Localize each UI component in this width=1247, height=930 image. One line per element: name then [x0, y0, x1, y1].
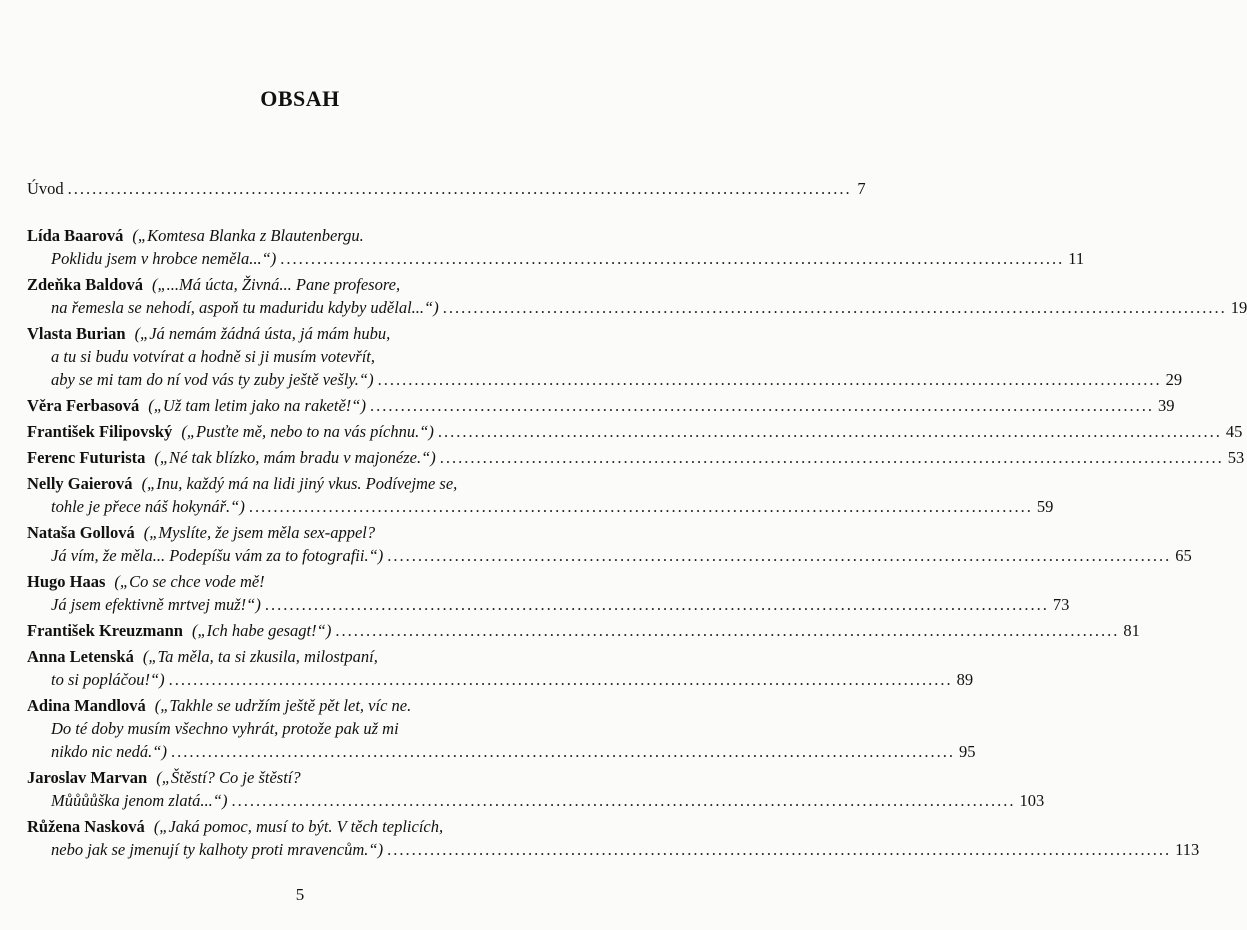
entry-quote: („Já nemám žádná ústa, já mám hubu, [134, 324, 391, 343]
entry-name: František Filipovský [27, 422, 173, 441]
entry-line [27, 446, 1245, 469]
toc-entry[interactable] [27, 394, 1175, 417]
entry-line [27, 296, 1247, 319]
toc-entry[interactable] [27, 766, 1045, 812]
dot-leader: ................................................................................................................................ [387, 546, 1172, 565]
entry-name: Věra Ferbasová [27, 396, 140, 415]
entry-name: Zdeňka Baldová [27, 275, 143, 294]
entry-page: 95 [958, 742, 976, 761]
entry-name: Ferenc Futurista [27, 448, 146, 467]
entry-line [27, 322, 555, 345]
entry-quote: Poklidu jsem v hrobce neměla...“) [51, 249, 277, 268]
dot-leader: ................................................................................................................................ [231, 791, 1016, 810]
dot-leader: ................................................................................................................................ [437, 422, 1222, 441]
entry-quote: nikdo nic nedá.“) [51, 742, 167, 761]
entry-page: 39 [1157, 396, 1175, 415]
entry-line [27, 345, 555, 368]
entry-line [27, 645, 555, 668]
entry-line [27, 766, 555, 789]
entry-line [27, 224, 555, 247]
entry-name: František Kreuzmann [27, 621, 183, 640]
entry-name: Vlasta Burian [27, 324, 126, 343]
entry-name: Nelly Gaierová [27, 474, 133, 493]
toc-entry[interactable] [27, 273, 1247, 319]
entry-page: 89 [956, 670, 974, 689]
entry-page: 45 [1225, 422, 1243, 441]
entry-line [27, 815, 555, 838]
entry-page: 113 [1175, 840, 1200, 859]
entry-quote: Do té doby musím všechno vyhrát, protože pak už mi [51, 719, 399, 738]
entry-quote: („Pusťte mě, nebo to na vás píchnu.“) [181, 422, 434, 441]
entry-line [27, 838, 1200, 861]
entry-line [27, 495, 1054, 518]
dot-leader: ................................................................................................................................ [377, 370, 1162, 389]
toc-entry[interactable] [27, 521, 1192, 567]
dot-leader: ................................................................................................................................ [439, 448, 1224, 467]
entry-quote: („Co se chce vode mě! [114, 572, 265, 591]
entry-line [27, 593, 1070, 616]
entry-quote: („Né tak blízko, mám bradu v majonéze.“) [154, 448, 436, 467]
toc-entry[interactable] [27, 322, 1183, 391]
toc-entry[interactable] [27, 645, 974, 691]
entry-quote: („...Má úcta, Živná... Pane profesore, [152, 275, 401, 294]
toc-entry[interactable] [27, 420, 1243, 443]
entry-name: Růžena Nasková [27, 817, 145, 836]
dot-leader: ................................................................................................................................ [248, 497, 1033, 516]
dot-leader: ................................................................................................................................ [387, 840, 1172, 859]
entry-line [27, 740, 976, 763]
toc-entry[interactable] [27, 224, 1085, 270]
toc-entry[interactable] [27, 694, 976, 763]
dot-leader: ................................................................................................................................ [264, 595, 1049, 614]
page-number: 5 [295, 885, 305, 904]
dot-leader: ................................................................................................................................ [442, 298, 1227, 317]
entry-name: Jaroslav Marvan [27, 768, 148, 787]
entry-name: Anna Letenská [27, 647, 134, 666]
entry-quote: a tu si budu votvírat a hodně si ji musím votevřít, [51, 347, 376, 366]
entry-quote: Můůůůška jenom zlatá...“) [51, 791, 228, 810]
entry-quote: („Už tam letim jako na raketě!“) [148, 396, 366, 415]
entry-quote: to si popláčou!“) [51, 670, 165, 689]
dot-leader: ................................................................................................................................ [335, 621, 1120, 640]
entry-line [27, 420, 1243, 443]
entry-page: 103 [1019, 791, 1045, 810]
entry-quote: nebo jak se jmenují ty kalhoty proti mravencům.“) [51, 840, 384, 859]
entry-page: 29 [1165, 370, 1183, 389]
intro-page: 7 [857, 179, 866, 198]
entry-page: 53 [1227, 448, 1245, 467]
entry-line [27, 394, 1175, 417]
entry-name: Nataša Gollová [27, 523, 135, 542]
entry-name: Lída Baarová [27, 226, 124, 245]
intro-label: Úvod [27, 179, 64, 198]
dot-leader: ................................................................................................................................ [170, 742, 955, 761]
entry-quote: Já vím, že měla... Podepíšu vám za to fotografii.“) [51, 546, 384, 565]
entry-quote: („Ich habe gesagt!“) [192, 621, 332, 640]
entry-quote: („Štěstí? Co je štěstí? [156, 768, 301, 787]
toc-entry[interactable] [27, 472, 1054, 518]
entry-quote: na řemesla se nehodí, aspoň tu maduridu kdyby udělal...“) [51, 298, 439, 317]
entry-line [27, 570, 555, 593]
entry-page: 59 [1036, 497, 1054, 516]
dot-leader: ................................................................................................................................ [168, 670, 953, 689]
entry-line [27, 472, 555, 495]
entry-name: Adina Mandlová [27, 696, 146, 715]
entry-quote: („Ta měla, ta si zkusila, milostpaní, [142, 647, 378, 666]
entry-page: 73 [1052, 595, 1070, 614]
entry-line [27, 668, 974, 691]
entry-line [27, 247, 1085, 270]
entry-name: Hugo Haas [27, 572, 106, 591]
dot-leader: ................................................................................................................................ [280, 249, 1065, 268]
entry-quote: („Myslíte, že jsem měla sex-appel? [143, 523, 376, 542]
entry-quote: („Jaká pomoc, musí to být. V těch teplicích, [153, 817, 444, 836]
entry-page: 19 [1230, 298, 1247, 317]
dot-leader: ................................................................................................................................ [369, 396, 1154, 415]
entry-quote: („Inu, každý má na lidi jiný vkus. Podívejme se, [141, 474, 458, 493]
toc-entry[interactable] [27, 570, 1070, 616]
entry-line [27, 789, 1045, 812]
entry-quote: tohle je přece náš hokynář.“) [51, 497, 245, 516]
entry-quote: aby se mi tam do ní vod vás ty zuby ještě vešly.“) [51, 370, 374, 389]
entry-quote: Já jsem efektivně mrtvej muž!“) [51, 595, 261, 614]
entry-line [27, 544, 1192, 567]
entry-line [27, 273, 555, 296]
toc-entry[interactable] [27, 815, 1200, 861]
table-of-contents [27, 177, 1247, 861]
entry-line [27, 521, 555, 544]
entry-line [27, 619, 1140, 642]
entry-line [27, 717, 555, 740]
entry-line [27, 694, 555, 717]
entry-line [27, 368, 1183, 391]
entry-page: 65 [1175, 546, 1192, 565]
toc-intro[interactable] [27, 177, 866, 200]
entry-quote: („Komtesa Blanka z Blautenbergu. [132, 226, 364, 245]
dot-leader: ................................................................................................................................ [67, 179, 852, 198]
page-title: OBSAH [260, 86, 340, 111]
entry-list [27, 224, 1247, 861]
toc-entry[interactable] [27, 446, 1245, 469]
toc-entry[interactable] [27, 619, 1140, 642]
entry-quote: („Takhle se udržím ještě pět let, víc ne. [154, 696, 412, 715]
entry-page: 81 [1123, 621, 1140, 640]
entry-page: 11 [1068, 249, 1085, 268]
